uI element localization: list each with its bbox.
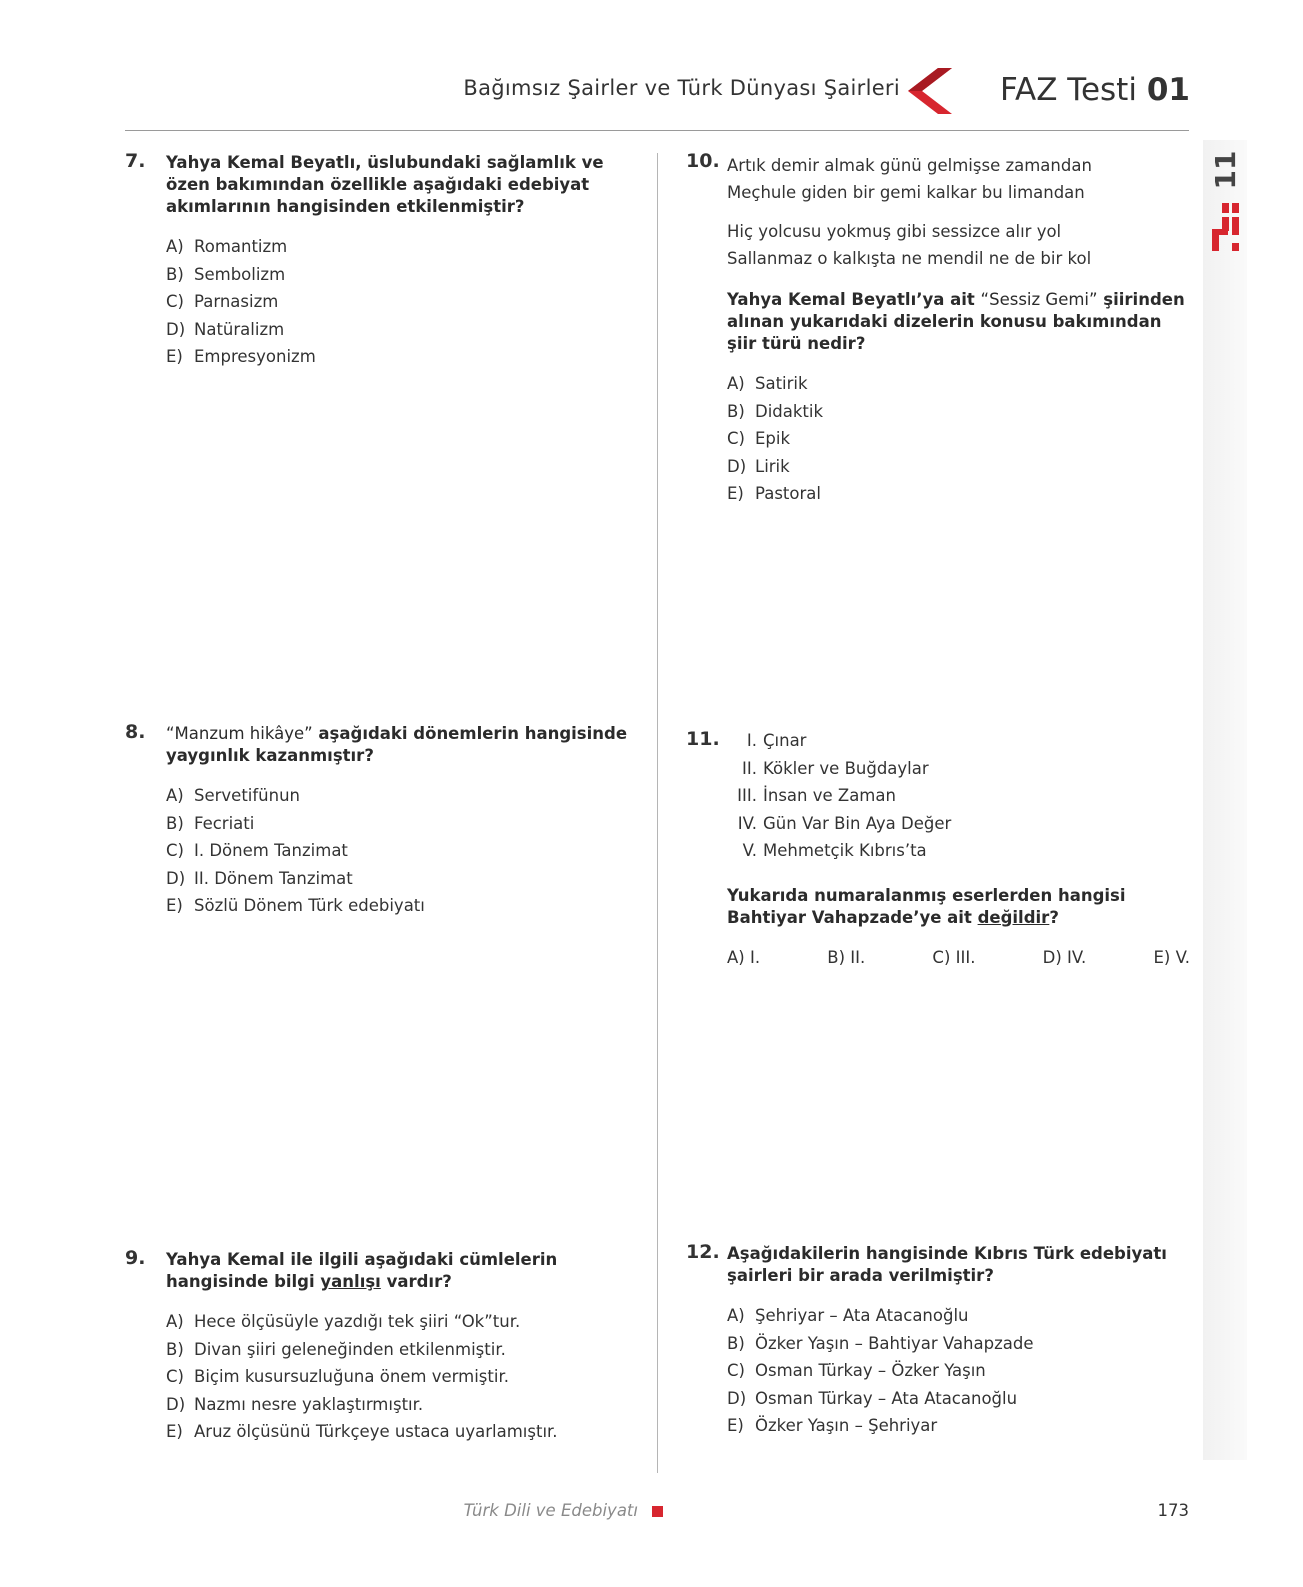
grade-badge: 11 bbox=[1208, 150, 1242, 190]
list-item-text: Gün Var Bin Aya Değer bbox=[763, 813, 952, 833]
question-number: 12. bbox=[686, 1241, 720, 1263]
option-letter: A) bbox=[166, 786, 184, 805]
option-letter: C) bbox=[166, 1367, 184, 1386]
options-list bbox=[166, 785, 630, 923]
option-letter: C) bbox=[727, 1361, 745, 1380]
option-a[interactable]: A) I. bbox=[727, 947, 761, 967]
chevron-left-icon bbox=[908, 68, 952, 114]
question-11 bbox=[686, 730, 1190, 969]
option-letter: A) bbox=[727, 1306, 745, 1325]
list-item-text: Kökler ve Buğdaylar bbox=[763, 758, 929, 778]
option-text: Satirik bbox=[755, 374, 808, 393]
option-c[interactable] bbox=[166, 1366, 630, 1394]
poem-excerpt bbox=[727, 152, 1190, 272]
option-d[interactable] bbox=[727, 456, 1190, 484]
option-letter: A) bbox=[166, 1312, 184, 1331]
option-text: I. Dönem Tanzimat bbox=[194, 841, 348, 860]
option-letter: D) bbox=[727, 1388, 747, 1408]
option-c[interactable] bbox=[727, 1360, 1190, 1388]
test-label bbox=[1000, 72, 1190, 108]
option-d[interactable]: D) IV. bbox=[1042, 947, 1087, 967]
option-letter: B) bbox=[727, 401, 745, 421]
section-title: Bağımsız Şairler ve Türk Dünyası Şairleri bbox=[463, 76, 900, 100]
option-c[interactable]: C) III. bbox=[932, 947, 976, 967]
option-e[interactable] bbox=[166, 895, 630, 923]
option-text: Hece ölçüsüyle yazdığı tek şiiri “Ok”tur. bbox=[194, 1312, 521, 1331]
option-text: Empresyonizm bbox=[194, 347, 316, 366]
question-12 bbox=[686, 1243, 1190, 1443]
stem-underlined: değildir bbox=[977, 907, 1050, 927]
option-text: Şehriyar – Ata Atacanoğlu bbox=[755, 1306, 969, 1325]
question-7 bbox=[125, 152, 630, 374]
option-text: Fecriati bbox=[194, 813, 255, 833]
option-e[interactable] bbox=[727, 483, 1190, 511]
list-item bbox=[727, 758, 1190, 786]
list-item bbox=[727, 840, 1190, 868]
page-number: 173 bbox=[1157, 1501, 1189, 1520]
option-letter: B) bbox=[166, 264, 184, 284]
option-letter: E) bbox=[166, 1422, 183, 1441]
option-text: Sembolizm bbox=[194, 264, 286, 284]
question-number: 7. bbox=[125, 150, 146, 172]
option-e[interactable] bbox=[166, 346, 630, 374]
option-letter: B) bbox=[166, 1339, 184, 1359]
option-letter: C) bbox=[166, 841, 184, 860]
test-label-text: FAZ Testi bbox=[1000, 72, 1137, 108]
stem-text-end: ? bbox=[1049, 907, 1059, 927]
option-d[interactable] bbox=[727, 1388, 1190, 1416]
verse-line: Artık demir almak günü gelmişse zamandan bbox=[727, 156, 1092, 175]
option-a[interactable] bbox=[166, 1311, 630, 1339]
option-b[interactable] bbox=[166, 1339, 630, 1367]
option-letter: E) bbox=[166, 896, 183, 915]
question-stem bbox=[727, 885, 1190, 929]
option-letter: E) bbox=[727, 484, 744, 503]
option-text: Epik bbox=[755, 429, 791, 448]
options-row bbox=[727, 947, 1190, 969]
option-letter: B) bbox=[166, 813, 184, 833]
option-letter: B) bbox=[727, 1333, 745, 1353]
option-letter: D) bbox=[166, 1394, 186, 1414]
question-stem: Aşağıdakilerin hangisinde Kıbrıs Türk edebiyatı şairleri bir arada verilmiştir? bbox=[727, 1244, 1167, 1285]
option-letter: E) bbox=[166, 347, 183, 366]
list-item bbox=[727, 730, 1190, 758]
option-letter: D) bbox=[166, 868, 186, 888]
option-letter: A) bbox=[166, 237, 184, 256]
option-b[interactable] bbox=[166, 264, 630, 292]
option-c[interactable] bbox=[166, 840, 630, 868]
stem-text: Yahya Kemal Beyatlı’ya ait bbox=[727, 290, 981, 309]
question-stem bbox=[166, 1249, 630, 1293]
option-text: Aruz ölçüsünü Türkçeye ustaca uyarlamıştır. bbox=[194, 1422, 558, 1441]
option-text: Servetifünun bbox=[194, 786, 301, 805]
option-text: Nazmı nesre yaklaştırmıştır. bbox=[194, 1394, 424, 1414]
list-item-text: İnsan ve Zaman bbox=[763, 786, 896, 805]
options-list bbox=[727, 373, 1190, 511]
option-text: Natüralizm bbox=[194, 319, 285, 339]
option-e[interactable] bbox=[166, 1421, 630, 1449]
square-bullet-icon bbox=[652, 1506, 663, 1517]
question-number: 10. bbox=[686, 150, 720, 172]
question-8 bbox=[125, 723, 630, 923]
question-9 bbox=[125, 1249, 630, 1449]
stem-text-end: şiirinden alınan yukarıdaki dizelerin konusu bakımından şiir türü nedir? bbox=[727, 290, 1185, 353]
header-divider bbox=[125, 130, 1189, 131]
option-a[interactable] bbox=[727, 373, 1190, 401]
stem-quote: “Sessiz Gemi” bbox=[980, 290, 1098, 309]
options-list bbox=[727, 1305, 1190, 1443]
question-number: 9. bbox=[125, 1247, 146, 1269]
option-letter: D) bbox=[727, 456, 747, 476]
option-text: Osman Türkay – Özker Yaşın bbox=[755, 1361, 986, 1380]
option-text: Divan şiiri geleneğinden etkilenmiştir. bbox=[194, 1339, 506, 1359]
fdd-logo-icon bbox=[1212, 203, 1240, 253]
option-text: Özker Yaşın – Şehriyar bbox=[755, 1416, 938, 1435]
numbered-works-list bbox=[727, 730, 1190, 868]
roman-numeral: IV. bbox=[737, 813, 757, 833]
option-letter: D) bbox=[166, 319, 186, 339]
option-a[interactable] bbox=[727, 1305, 1190, 1333]
verse-line: Meçhule giden bir gemi kalkar bu limandan bbox=[727, 183, 1085, 202]
option-c[interactable] bbox=[727, 428, 1190, 456]
test-number: 01 bbox=[1146, 72, 1190, 108]
verse-line: Hiç yolcusu yokmuş gibi sessizce alır yol bbox=[727, 222, 1062, 241]
stem-text: Yahya Kemal ile ilgili aşağıdaki cümlelerin hangisinde bilgi bbox=[166, 1250, 558, 1291]
option-letter: C) bbox=[166, 292, 184, 311]
side-tab bbox=[1203, 140, 1247, 1460]
option-letter: E) bbox=[727, 1416, 744, 1435]
option-b[interactable] bbox=[727, 401, 1190, 429]
options-list bbox=[166, 1311, 630, 1449]
question-stem bbox=[166, 723, 630, 767]
stem-underlined: yanlışı bbox=[320, 1272, 381, 1291]
option-b[interactable] bbox=[166, 813, 630, 841]
option-a[interactable] bbox=[166, 785, 630, 813]
option-d[interactable] bbox=[166, 1394, 630, 1422]
option-letter: A) bbox=[727, 374, 745, 393]
option-d[interactable] bbox=[166, 319, 630, 347]
question-stem bbox=[727, 289, 1190, 355]
option-c[interactable] bbox=[166, 291, 630, 319]
option-b[interactable]: B) II. bbox=[827, 947, 866, 967]
stem-text: Yukarıda numaralanmış eserlerden hangisi Bahtiyar Vahapzade’ye ait bbox=[727, 885, 1126, 927]
option-text: Lirik bbox=[755, 456, 790, 476]
column-divider bbox=[657, 153, 658, 1473]
stem-quote: “Manzum hikâye” bbox=[166, 724, 313, 743]
options-list bbox=[166, 236, 630, 374]
roman-numeral: V. bbox=[742, 841, 757, 860]
option-text: Osman Türkay – Ata Atacanoğlu bbox=[755, 1388, 1018, 1408]
option-text: Özker Yaşın – Bahtiyar Vahapzade bbox=[755, 1333, 1034, 1353]
question-10 bbox=[686, 152, 1190, 511]
option-d[interactable] bbox=[166, 868, 630, 896]
stem-text: aşağıdaki dönemlerin hangisinde yaygınlık kazanmıştır? bbox=[166, 724, 628, 765]
roman-numeral: II. bbox=[742, 758, 757, 778]
option-text: Sözlü Dönem Türk edebiyatı bbox=[194, 896, 425, 915]
option-text: Romantizm bbox=[194, 237, 288, 256]
list-item bbox=[727, 785, 1190, 813]
stem-text-end: vardır? bbox=[380, 1272, 452, 1291]
option-text: II. Dönem Tanzimat bbox=[194, 868, 353, 888]
question-number: 11. bbox=[686, 728, 720, 750]
option-e[interactable]: E) V. bbox=[1153, 947, 1190, 967]
option-text: Biçim kusursuzluğuna önem vermiştir. bbox=[194, 1367, 509, 1386]
question-number: 8. bbox=[125, 721, 146, 743]
list-item-text: Mehmetçik Kıbrıs’ta bbox=[763, 841, 927, 860]
option-text: Pastoral bbox=[755, 484, 821, 503]
verse-line: Sallanmaz o kalkışta ne mendil ne de bir kol bbox=[727, 249, 1092, 268]
list-item bbox=[727, 813, 1190, 841]
roman-numeral: III. bbox=[737, 786, 757, 805]
option-text: Parnasizm bbox=[194, 292, 279, 311]
question-stem: Yahya Kemal Beyatlı, üslubundaki sağlamlık ve özen bakımından özellikle aşağıdaki edebiyat akımlarının hangisinden etkilenmiştir? bbox=[166, 153, 604, 216]
option-text: Didaktik bbox=[755, 401, 824, 421]
option-b[interactable] bbox=[727, 1333, 1190, 1361]
option-e[interactable] bbox=[727, 1415, 1190, 1443]
footer-subject: Türk Dili ve Edebiyatı bbox=[463, 1501, 638, 1520]
option-a[interactable] bbox=[166, 236, 630, 264]
roman-numeral: I. bbox=[746, 731, 757, 750]
option-letter: C) bbox=[727, 429, 745, 448]
list-item-text: Çınar bbox=[763, 731, 807, 750]
